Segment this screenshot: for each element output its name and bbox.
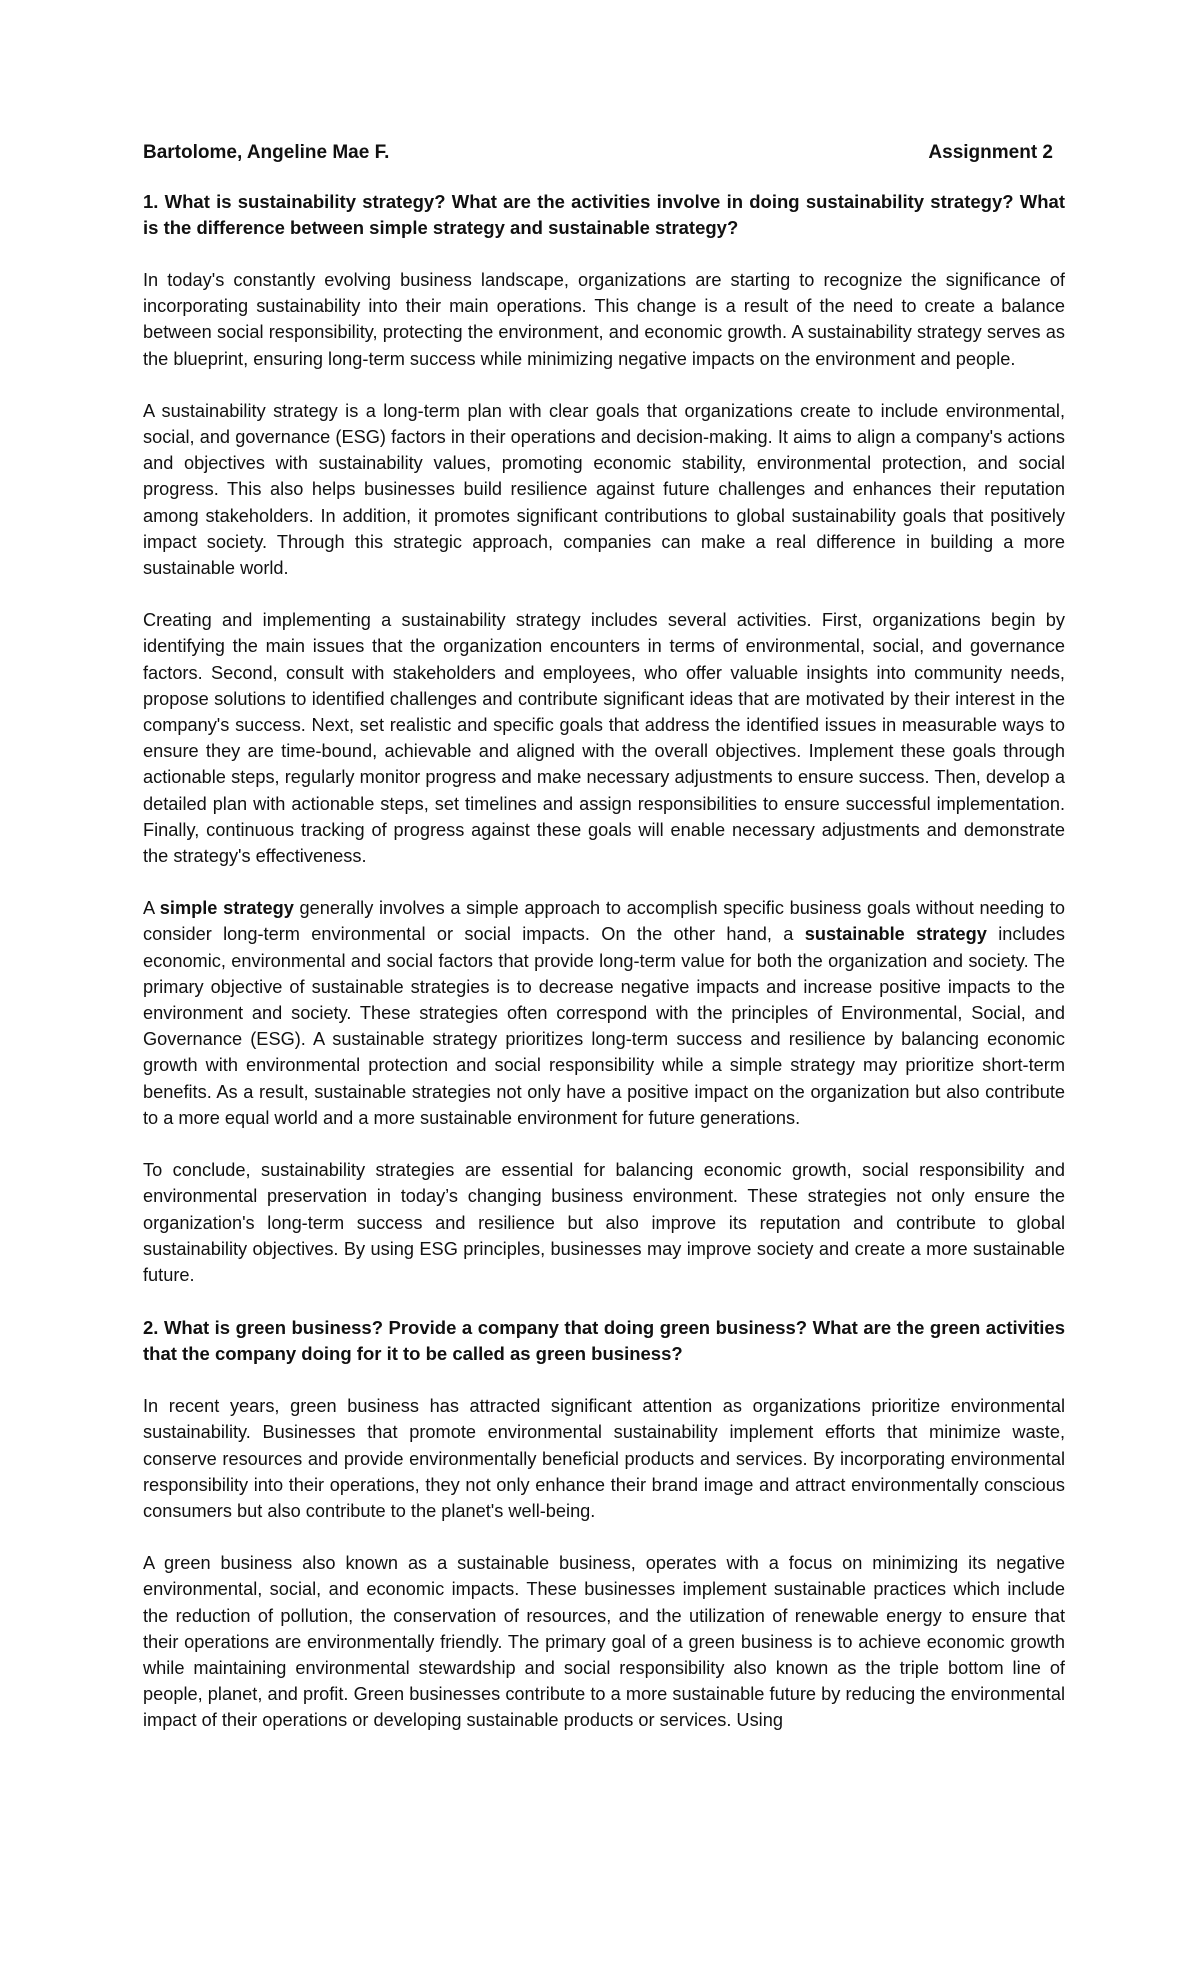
sustainable-strategy-term: sustainable strategy: [804, 924, 987, 945]
q1-paragraph-4: [143, 895, 1065, 1131]
q1-paragraph-3: Creating and implementing a sustainability strategy includes several activities. First, organizations begin by identifying the main issues that the organization encounters in terms of environmental, social, and governance factors. Second, consult with stakeholders and employees, who offer valuable insights into community needs, propose solutions to identified challenges and contribute significant ideas that are motivated by their interest in the company's success. Next, set realistic and specific goals that address the identified issues in measurable ways to ensure they are time-bound, achievable and aligned with the overall objectives. Implement these goals through actionable steps, regularly monitor progress and make necessary adjustments to ensure success. Then, develop a detailed plan with actionable steps, set timelines and assign responsibilities to ensure successful implementation. Finally, continuous tracking of progress against these goals will enable necessary adjustments and demonstrate the strategy's effectiveness.: [143, 610, 1065, 867]
q2-paragraph-2: A green business also known as a sustainable business, operates with a focus on minimizing its negative environmental, social, and economic impacts. These businesses implement sustainable practices which include the reduction of pollution, the conservation of resources, and the utilization of renewable energy to ensure that their operations are environmentally friendly. The primary goal of a green business is to achieve economic growth while maintaining environmental stewardship and social responsibility also known as the triple bottom line of people, planet, and profit. Green businesses contribute to a more sustainable future by reducing the environmental impact of their operations or developing sustainable products or services. Using: [143, 1553, 1065, 1731]
author-name: Bartolome, Angeline Mae F.: [143, 142, 390, 163]
question-2: 2. What is green business? Provide a company that doing green business? What are the green activities that the company doing for it to be called as green business?: [143, 1317, 1065, 1365]
q1-paragraph-1: In today's constantly evolving business landscape, organizations are starting to recognize the significance of incorporating sustainability into their main operations. This change is a result of the need to create a balance between social responsibility, protecting the environment, and economic growth. A sustainability strategy serves as the blueprint, ensuring long-term success while minimizing negative impacts on the environment and people.: [143, 270, 1065, 369]
assignment-label: Assignment 2: [928, 142, 1053, 163]
q1-p4-text-2: generally involves a simple approach to accomplish specific business goals without needing to consider long-term environmental or social impacts. On the other hand, a: [143, 898, 1066, 945]
simple-strategy-term: simple strategy: [159, 898, 294, 919]
q1-p4-text-3: includes economic, environmental and social factors that provide long-term value for both the organization and society. The primary objective of sustainable strategies is to decrease negative impacts and increase positive impacts to the environment and society. These strategies often correspond with the principles of Environmental, Social, and Governance (ESG). A sustainable strategy prioritizes long-term success and resilience by balancing economic growth with environmental protection and social responsibility while a simple strategy may prioritize short-term benefits. As a result, sustainable strategies not only have a positive impact on the organization but also contribute to a more equal world and a more sustainable environment for future generations.: [143, 924, 1065, 1128]
q1-p4-text-1: A: [143, 898, 160, 919]
document-page: [143, 140, 1065, 1734]
q1-paragraph-2: A sustainability strategy is a long-term plan with clear goals that organizations create to include environmental, social, and governance (ESG) factors in their operations and decision-making. It aims to align a company's actions and objectives with sustainability values, promoting economic stability, environmental protection, and social progress. This also helps businesses build resilience against future challenges and enhances their reputation among stakeholders. In addition, it promotes significant contributions to global sustainability goals that positively impact society. Through this strategic approach, companies can make a real difference in building a more sustainable world.: [143, 400, 1065, 579]
document-header: [143, 140, 1065, 166]
question-1: 1. What is sustainability strategy? What are the activities involve in doing sustainability strategy? What is the difference between simple strategy and sustainable strategy?: [143, 191, 1065, 238]
q1-paragraph-5: To conclude, sustainability strategies are essential for balancing economic growth, social responsibility and environmental preservation in today’s changing business environment. These strategies not only ensure the organization's long-term success and resilience but also improve its reputation and contribute to global sustainability objectives. By using ESG principles, businesses may improve society and create a more sustainable future.: [143, 1160, 1065, 1285]
q2-paragraph-1: In recent years, green business has attracted significant attention as organizations prioritize environmental sustainability. Businesses that promote environmental sustainability implement efforts that minimize waste, conserve resources and provide environmentally beneficial products and services. By incorporating environmental responsibility into their operations, they not only enhance their brand image and attract environmentally conscious consumers but also contribute to the planet's well-being.: [143, 1396, 1065, 1521]
